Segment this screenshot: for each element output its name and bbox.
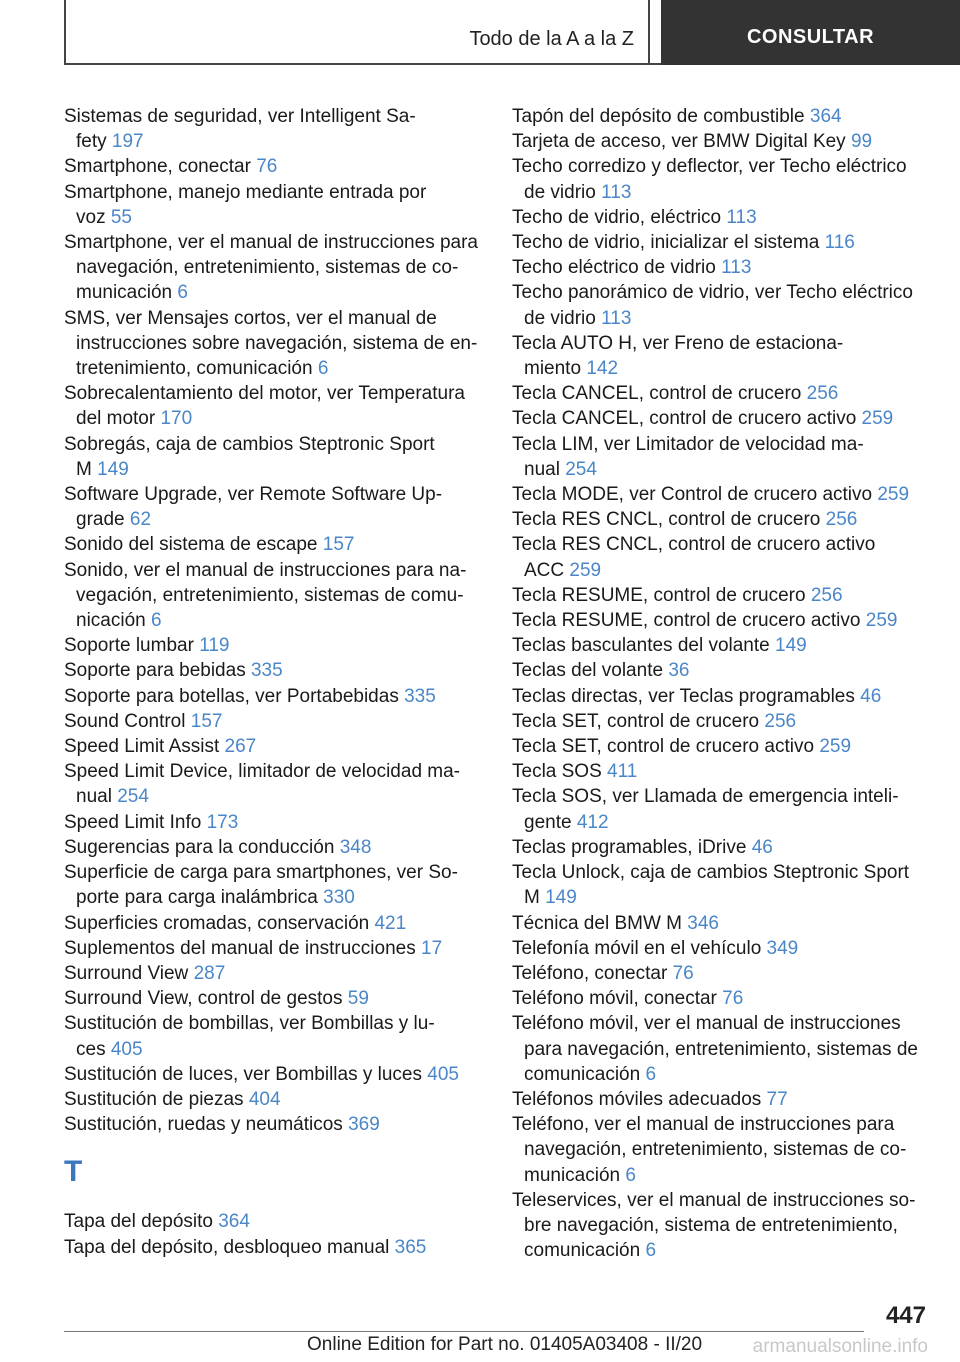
index-entry — [512, 432, 928, 482]
entry-text: Smartphone, ver el manual de instrucciones para navegación, entretenimiento, sistemas de co- municación — [64, 232, 479, 304]
entry-text: Sonido, ver el manual de instrucciones para na- vegación, entretenimiento, sistemas de comu- nicación — [64, 559, 467, 632]
page-link[interactable]: 99 — [850, 131, 873, 153]
page-link[interactable]: 46 — [751, 836, 773, 858]
entry-text: Tapa del depósito, desbloqueo manual — [64, 1236, 390, 1258]
page-link[interactable]: 421 — [374, 912, 407, 934]
entry-text: Speed Limit Info — [64, 811, 202, 833]
index-entry — [512, 507, 928, 532]
page-link[interactable]: 6 — [317, 358, 329, 380]
page-link[interactable]: 412 — [576, 811, 609, 833]
page-link[interactable]: 113 — [726, 206, 757, 228]
page-link[interactable]: 113 — [721, 257, 752, 279]
entry-text: Tecla SET, control de crucero — [512, 710, 760, 732]
page-link[interactable]: 256 — [810, 584, 843, 606]
page-link[interactable]: 76 — [722, 988, 744, 1010]
page-link[interactable]: 411 — [607, 761, 638, 783]
index-entry — [512, 230, 928, 255]
entry-text: Sustitución, ruedas y neumáticos — [64, 1114, 343, 1136]
index-entry — [512, 911, 928, 936]
entry-text: Sustitución de piezas — [64, 1088, 244, 1110]
page-link[interactable]: 346 — [687, 912, 719, 934]
index-entry — [64, 684, 482, 709]
index-entry — [64, 961, 482, 986]
index-list-s — [64, 104, 482, 1137]
page-link[interactable]: 256 — [806, 383, 839, 405]
page-link[interactable]: 170 — [160, 408, 193, 430]
page-link[interactable]: 256 — [764, 710, 797, 732]
index-entry — [64, 810, 482, 835]
page-link[interactable]: 149 — [545, 887, 577, 909]
page-link[interactable]: 6 — [645, 1063, 657, 1085]
page-link[interactable]: 364 — [809, 106, 842, 127]
index-entry — [64, 1112, 482, 1137]
breadcrumb[interactable]: Todo de la A a la Z — [469, 28, 634, 50]
index-entry — [512, 1011, 928, 1087]
page-link[interactable]: 259 — [569, 559, 602, 581]
entry-text: Sonido del sistema de escape — [64, 534, 318, 556]
index-entry — [64, 1209, 482, 1234]
index-entry — [64, 1235, 482, 1260]
entry-text: Teléfono móvil, ver el manual de instrucciones para navegación, entretenimiento, sistemas de comunicación — [512, 1013, 918, 1085]
entry-text: Surround View — [64, 962, 189, 984]
entry-text: Tecla SET, control de crucero activo — [512, 736, 815, 758]
index-column-left — [64, 104, 482, 1260]
entry-text: Techo de vidrio, eléctrico — [512, 206, 722, 228]
index-entry — [512, 1188, 928, 1264]
page-link[interactable]: 404 — [248, 1088, 281, 1110]
entry-text: Sugerencias para la conducción — [64, 836, 335, 858]
entry-text: Teléfono móvil, conectar — [512, 988, 717, 1010]
entry-text: Tecla LIM, ver Limitador de velocidad ma- nual — [512, 433, 864, 480]
index-entry — [64, 986, 482, 1011]
index-entry — [64, 911, 482, 936]
page-link[interactable]: 157 — [190, 710, 223, 732]
entry-text: Smartphone, conectar — [64, 156, 251, 178]
index-entry — [64, 432, 482, 482]
index-entry — [512, 608, 928, 633]
entry-text: Sobrecalentamiento del motor, ver Temperatura del motor — [64, 383, 465, 430]
index-entry — [64, 558, 482, 634]
section-letter: T — [64, 1155, 83, 1189]
page-link[interactable]: 256 — [825, 509, 858, 531]
index-entry — [512, 331, 928, 381]
page-link[interactable]: 113 — [601, 307, 632, 329]
page-link[interactable]: 149 — [97, 458, 129, 480]
entry-text: Smartphone, manejo mediante entrada por voz — [64, 181, 427, 228]
index-entry — [64, 860, 482, 910]
footer-watermark: armanualsonline.info — [752, 1336, 928, 1357]
index-entry — [64, 154, 482, 179]
entry-text: Técnica del BMW M — [512, 912, 682, 934]
entry-text: Tecla CANCEL, control de crucero activo — [512, 408, 857, 430]
page-link[interactable]: 76 — [256, 156, 278, 178]
entry-text: Tecla RESUME, control de crucero — [512, 584, 806, 606]
page-link[interactable]: 119 — [199, 635, 230, 657]
index-entry — [512, 1087, 928, 1112]
index-entry — [64, 709, 482, 734]
entry-text: Sound Control — [64, 710, 186, 732]
entry-text: Tarjeta de acceso, ver BMW Digital Key — [512, 131, 846, 153]
index-entry — [512, 406, 928, 431]
index-entry — [512, 860, 928, 910]
page-link[interactable]: 62 — [129, 509, 152, 531]
entry-text: Sobregás, caja de cambios Steptronic Sport M — [64, 433, 435, 480]
index-entry — [512, 154, 928, 204]
page-link[interactable]: 259 — [819, 736, 852, 758]
page-link[interactable]: 330 — [323, 887, 355, 909]
page-link[interactable]: 287 — [193, 962, 226, 984]
index-entry — [64, 381, 482, 431]
page-link[interactable]: 173 — [206, 811, 239, 833]
entry-text: Superficie de carga para smartphones, ver So- porte para carga inalámbrica — [64, 862, 458, 909]
index-entry — [512, 684, 928, 709]
page-link[interactable]: 348 — [339, 836, 372, 858]
page-link[interactable]: 335 — [250, 660, 283, 682]
footer-rule — [64, 1331, 864, 1332]
index-entry — [64, 658, 482, 683]
index-entry — [512, 280, 928, 330]
index-entry — [64, 104, 482, 154]
index-entry — [64, 1011, 482, 1061]
index-entry — [512, 633, 928, 658]
page-link[interactable]: 6 — [151, 610, 162, 632]
entry-text: Teclas directas, ver Teclas programables — [512, 685, 855, 707]
index-entry — [64, 936, 482, 961]
entry-text: Teléfono, conectar — [512, 962, 668, 984]
header-divider — [648, 0, 650, 64]
entry-text: Techo panorámico de vidrio, ver Techo eléctrico de vidrio — [512, 282, 913, 329]
entry-text: Soporte para botellas, ver Portabebidas — [64, 685, 399, 707]
entry-text: Soporte para bebidas — [64, 660, 246, 682]
index-list-t — [64, 1209, 482, 1259]
footer-edition: Online Edition for Part no. 01405A03408 - II/20 — [307, 1334, 703, 1355]
page-link[interactable]: 335 — [404, 685, 436, 707]
page-link[interactable]: 157 — [322, 534, 355, 556]
entry-text: Tecla AUTO H, ver Freno de estaciona- miento — [512, 332, 844, 380]
index-entry — [64, 230, 482, 306]
entry-text: Teléfonos móviles adecuados — [512, 1088, 762, 1110]
entry-text: Sistemas de seguridad, ver Intelligent Sa- fety — [64, 106, 416, 153]
page-link[interactable]: 59 — [347, 988, 369, 1010]
entry-text: Speed Limit Assist — [64, 736, 220, 758]
page-link[interactable]: 46 — [860, 685, 882, 707]
index-entry — [64, 306, 482, 382]
entry-text: Teclas programables, iDrive — [512, 836, 747, 858]
index-column-right — [512, 104, 928, 1263]
index-list-t-continued — [512, 104, 928, 1263]
entry-text: Tecla SOS — [512, 761, 602, 783]
entry-text: Teleservices, ver el manual de instrucciones so- bre navegación, sistema de entretenimiento, comunicación — [512, 1189, 916, 1262]
index-entry — [512, 658, 928, 683]
page-link[interactable]: 349 — [766, 937, 799, 959]
entry-text: Speed Limit Device, limitador de velocidad ma- nual — [64, 761, 461, 808]
page-link[interactable]: 197 — [111, 131, 144, 153]
index-entry — [512, 709, 928, 734]
page-link[interactable]: 6 — [625, 1164, 636, 1186]
page-link[interactable]: 365 — [394, 1236, 427, 1258]
page-link[interactable]: 77 — [766, 1088, 788, 1110]
index-entry — [512, 583, 928, 608]
page-link[interactable]: 36 — [668, 660, 690, 682]
page-link[interactable]: 369 — [348, 1114, 380, 1136]
entry-text: Tecla RES CNCL, control de crucero — [512, 509, 821, 531]
entry-text: Tapa del depósito — [64, 1211, 213, 1233]
page-link[interactable]: 6 — [177, 282, 188, 304]
index-entry — [512, 835, 928, 860]
header-left-rule — [64, 0, 66, 64]
index-entry — [512, 532, 928, 582]
index-entry — [512, 986, 928, 1011]
page-link[interactable]: 55 — [110, 206, 132, 228]
entry-text: Telefonía móvil en el vehículo — [512, 937, 762, 959]
index-entry — [512, 104, 928, 129]
entry-text: Tapón del depósito de combustible — [512, 106, 805, 127]
index-entry — [512, 255, 928, 280]
page-link[interactable]: 254 — [117, 786, 149, 808]
index-entry — [64, 532, 482, 557]
entry-text: Techo corredizo y deflector, ver Techo eléctrico de vidrio — [512, 156, 907, 203]
tab-consultar[interactable]: CONSULTAR — [661, 0, 960, 65]
entry-text: Teclas del volante — [512, 660, 664, 682]
page-link[interactable]: 6 — [645, 1240, 657, 1262]
entry-text: SMS, ver Mensajes cortos, ver el manual de instrucciones sobre navegación, sistema de en- tretenimiento, comunicación — [64, 307, 478, 380]
entry-text: Tecla CANCEL, control de crucero — [512, 383, 802, 405]
entry-text: Techo de vidrio, inicializar el sistema — [512, 232, 820, 254]
index-entry — [64, 1062, 482, 1087]
page-link[interactable]: 259 — [877, 484, 910, 506]
page-link[interactable]: 76 — [672, 962, 694, 984]
index-entry — [64, 180, 482, 230]
entry-text: Sustitución de luces, ver Bombillas y luces — [64, 1063, 422, 1085]
page-link[interactable]: 405 — [427, 1063, 459, 1085]
index-entry — [512, 784, 928, 834]
index-entry — [512, 759, 928, 784]
index-entry — [64, 759, 482, 809]
page-link[interactable]: 364 — [218, 1211, 250, 1233]
page-link[interactable]: 259 — [861, 408, 894, 430]
entry-text: Surround View, control de gestos — [64, 988, 343, 1010]
entry-text: Tecla RES CNCL, control de crucero activo ACC — [512, 534, 876, 581]
index-entry — [512, 381, 928, 406]
index-entry — [512, 129, 928, 154]
index-entry — [512, 1112, 928, 1188]
entry-text: Superficies cromadas, conservación — [64, 912, 370, 934]
entry-text: Tecla RESUME, control de crucero activo — [512, 610, 861, 632]
index-entry — [512, 936, 928, 961]
page-link[interactable]: 259 — [865, 610, 898, 632]
page-link[interactable]: 405 — [110, 1038, 143, 1060]
index-entry — [512, 482, 928, 507]
page-link[interactable]: 149 — [775, 635, 807, 657]
index-entry — [64, 835, 482, 860]
page-link[interactable]: 17 — [421, 937, 443, 959]
entry-text: Teléfono, ver el manual de instrucciones para navegación, entretenimiento, sistemas de co- municación — [512, 1114, 907, 1186]
entry-text: Tecla Unlock, caja de cambios Steptronic Sport M — [512, 862, 910, 909]
page-number: 447 — [885, 1302, 926, 1329]
header-bottom-rule — [64, 63, 661, 65]
page-link[interactable]: 113 — [601, 181, 632, 203]
index-entry — [64, 734, 482, 759]
entry-text: Sustitución de bombillas, ver Bombillas y lu- ces — [64, 1013, 435, 1060]
page-link[interactable]: 254 — [565, 458, 597, 480]
page-link[interactable]: 267 — [224, 736, 257, 758]
index-entry — [64, 1087, 482, 1112]
index-entry — [512, 734, 928, 759]
entry-text: Teclas basculantes del volante — [512, 635, 770, 657]
page-link[interactable]: 142 — [586, 358, 619, 380]
page-link[interactable]: 116 — [824, 232, 855, 254]
index-entry — [512, 205, 928, 230]
index-entry — [512, 961, 928, 986]
entry-text: Tecla MODE, ver Control de crucero activo — [512, 484, 873, 506]
entry-text: Soporte lumbar — [64, 635, 194, 657]
index-entry — [64, 633, 482, 658]
index-entry — [64, 482, 482, 532]
entry-text: Tecla SOS, ver Llamada de emergencia inteli- gente — [512, 786, 899, 833]
entry-text: Techo eléctrico de vidrio — [512, 257, 716, 279]
entry-text: Suplementos del manual de instrucciones — [64, 937, 416, 959]
entry-text: Software Upgrade, ver Remote Software Up- grade — [64, 484, 443, 531]
page-header — [0, 0, 960, 66]
